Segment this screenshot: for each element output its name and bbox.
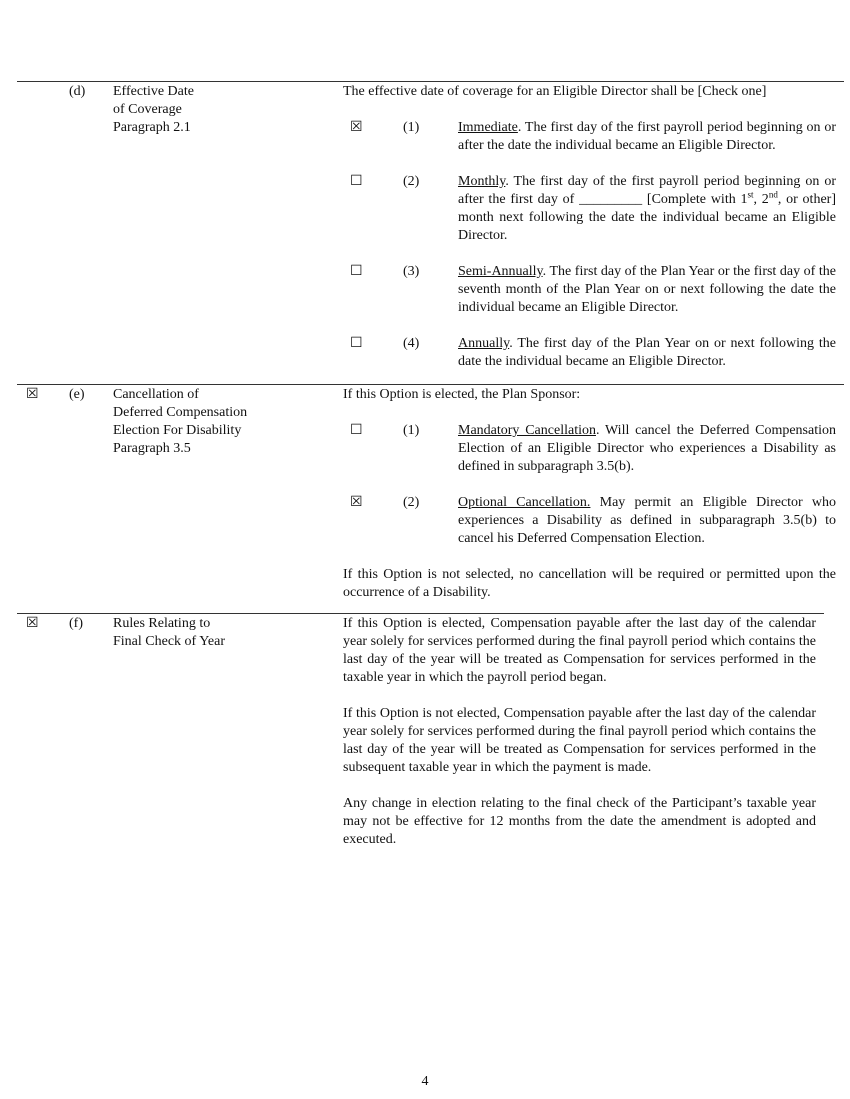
option-number: (2) <box>403 495 420 510</box>
label-line: Paragraph 3.5 <box>113 441 191 456</box>
option-title: Optional Cancellation. <box>458 495 591 510</box>
checkbox-empty-icon[interactable]: ☐ <box>350 423 363 438</box>
section-content <box>343 615 816 867</box>
section-intro: The effective date of coverage for an Eligible Director shall be [Check one] <box>343 84 767 99</box>
section-label <box>113 386 333 458</box>
checkbox-checked-icon[interactable]: ☒ <box>350 120 363 135</box>
section-content <box>343 83 836 371</box>
option-body: . The first day of the Plan Year on or next following the date the individual became an Eligible Director. <box>458 336 836 369</box>
option-text <box>458 173 836 245</box>
option-text <box>458 422 836 476</box>
label-line: Deferred Compensation <box>113 405 248 420</box>
section-label <box>113 83 333 137</box>
option-number: (1) <box>403 423 420 438</box>
option-mandatory-cancellation <box>343 422 836 476</box>
checkbox-empty-icon[interactable]: ☐ <box>350 264 363 279</box>
option-body: . The first day of the Plan Year or the first day of the seventh month of the Plan Year on or next following the date the individual became an Eligible Director. <box>458 264 836 315</box>
label-line: Rules Relating to <box>113 616 211 631</box>
option-text <box>458 263 836 317</box>
option-annually <box>343 335 836 371</box>
option-title: Monthly <box>458 174 506 189</box>
option-immediate <box>343 119 836 155</box>
paragraph: Any change in election relating to the final check of the Participant’s taxable year may not be effective for 12 months from the date the amendment is adopted and executed. <box>343 796 816 847</box>
option-number: (1) <box>403 120 420 135</box>
option-number: (3) <box>403 264 420 279</box>
section-letter: (d) <box>69 84 86 99</box>
option-optional-cancellation <box>343 494 836 548</box>
option-title: Annually <box>458 336 510 351</box>
section-divider-top <box>17 81 844 82</box>
option-body: . Will cancel the Deferred Compensation Election of an Eligible Director who experiences a Disability as defined in subparagraph 3.5(b). <box>458 423 836 474</box>
option-number: (2) <box>403 174 420 189</box>
option-semi-annually <box>343 263 836 317</box>
checkbox-empty-icon[interactable]: ☐ <box>350 336 363 351</box>
option-body: . The first day of the first payroll period beginning on or after the first day of _________ [Complete with 1 <box>458 174 836 207</box>
paragraph: If this Option is elected, Compensation payable after the last day of the calendar year solely for services performed during the final payroll period which contains the last day of the year will be treated as Compensation for services performed in the taxable year in which the payroll period began. <box>343 616 816 685</box>
section-checkbox-checked-icon[interactable]: ☒ <box>26 616 39 631</box>
superscript: nd <box>768 189 778 200</box>
label-line: of Coverage <box>113 102 182 117</box>
option-title: Semi-Annually <box>458 264 543 279</box>
option-monthly <box>343 173 836 245</box>
section-intro: If this Option is elected, the Plan Sponsor: <box>343 387 581 402</box>
option-body: , 2 <box>753 192 769 207</box>
label-line: Final Check of Year <box>113 634 225 649</box>
section-letter: (e) <box>69 387 85 402</box>
option-body: , or other] month next following the date the individual became an Eligible Director. <box>458 192 836 243</box>
section-letter: (f) <box>69 616 83 631</box>
section-divider-f <box>17 613 824 614</box>
section-footer-text: If this Option is not selected, no cancellation will be required or permitted upon the occurrence of a Disability. <box>343 567 836 600</box>
section-label <box>113 615 333 651</box>
option-number: (4) <box>403 336 420 351</box>
label-line: Cancellation of <box>113 387 199 402</box>
label-line: Election For Disability <box>113 423 242 438</box>
label-line: Effective Date <box>113 84 194 99</box>
option-text <box>458 494 836 548</box>
option-body: May permit an Eligible Director who experiences a Disability as defined in subparagraph 3.5(b) to cancel his Deferred Compensation Election. <box>458 495 837 546</box>
option-text <box>458 335 836 371</box>
option-title: Mandatory Cancellation <box>458 423 596 438</box>
superscript: st <box>747 189 754 200</box>
section-content <box>343 386 836 602</box>
page-number: 4 <box>421 1074 429 1089</box>
option-body: . The first day of the first payroll period beginning on or after the date the individual became an Eligible Director. <box>458 120 836 153</box>
checkbox-checked-icon[interactable]: ☒ <box>350 495 363 510</box>
checkbox-empty-icon[interactable]: ☐ <box>350 174 363 189</box>
label-line: Paragraph 2.1 <box>113 120 191 135</box>
option-title: Immediate <box>458 120 518 135</box>
option-text <box>458 119 836 155</box>
section-divider-e <box>17 384 844 385</box>
paragraph: If this Option is not elected, Compensation payable after the last day of the calendar year solely for services performed during the final payroll period which contains the last day of the year will be treated as Compensation for services performed in the subsequent taxable year in which the payment is made. <box>343 706 816 775</box>
section-checkbox-checked-icon[interactable]: ☒ <box>26 387 39 402</box>
